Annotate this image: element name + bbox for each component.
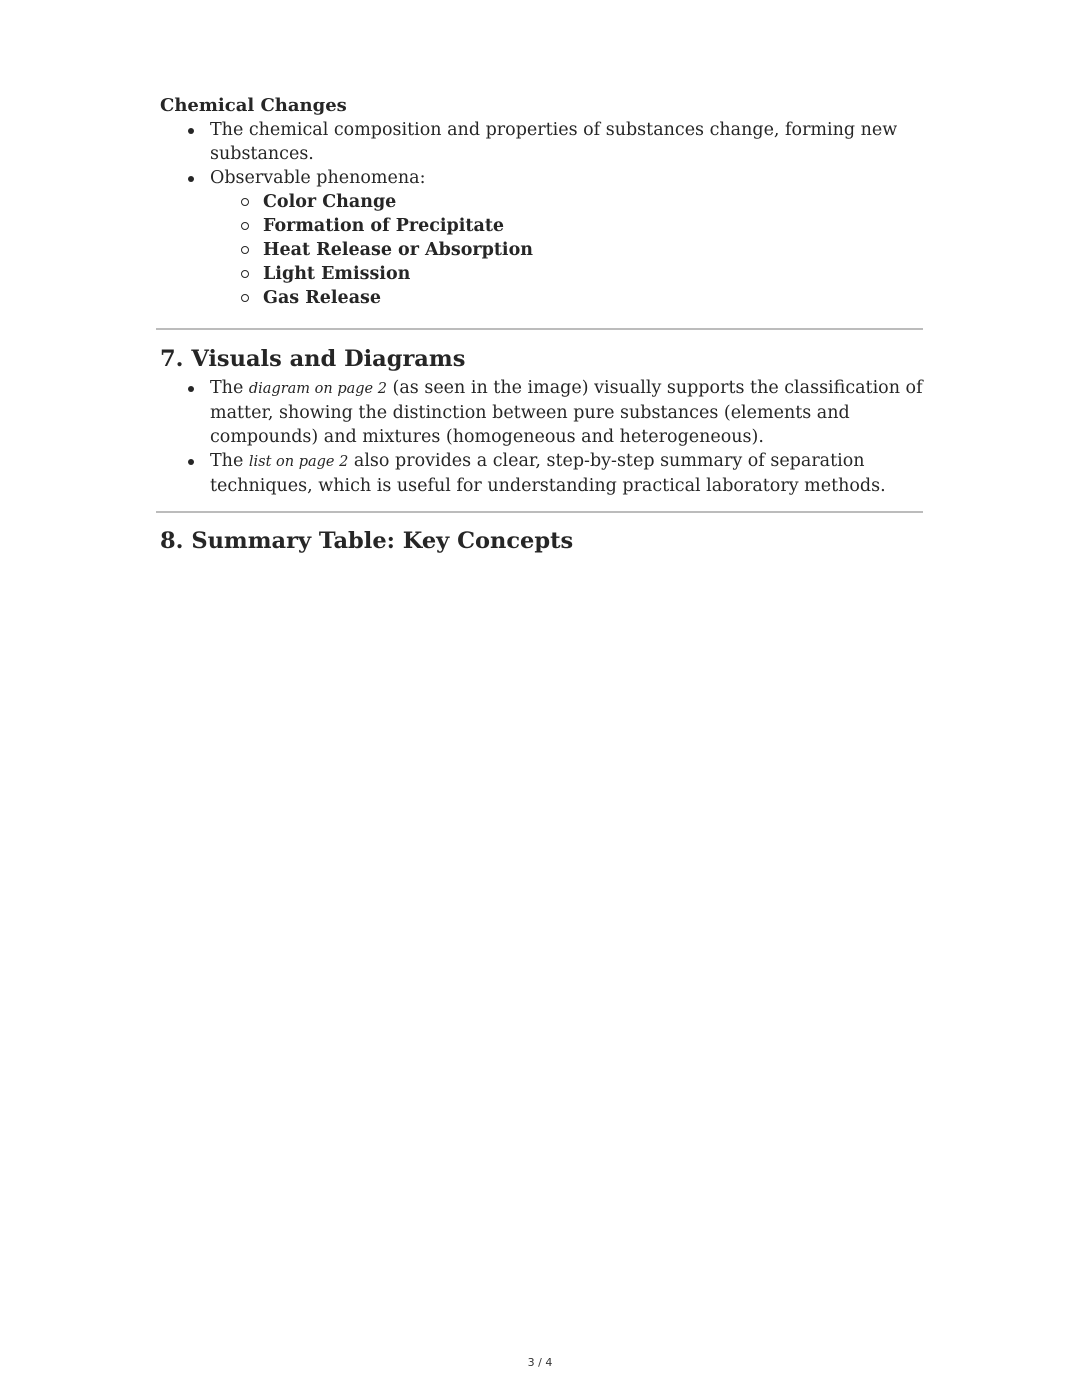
phenomenon-item: Heat Release or Absorption — [210, 238, 924, 262]
section-7-heading: 7. Visuals and Diagrams — [160, 346, 466, 372]
phenomenon-item: Color Change — [210, 190, 924, 214]
text-run: The — [210, 451, 249, 471]
page-number: 3 / 4 — [527, 1356, 553, 1369]
list-item-text: The chemical composition and properties of substances change, forming new substances. — [210, 120, 898, 164]
section-8-heading: 8. Summary Table: Key Concepts — [160, 528, 574, 554]
text-run: also provides a clear, step-by-step summary of separation techniques, which is useful for understanding practical laboratory methods. — [210, 451, 886, 496]
text-run: (as seen in the image) visually supports the classification of matter, showing the distinction between pure substances (elements and compounds) and mixtures (homogeneous and heterogeneous). — [210, 378, 923, 447]
list-item — [160, 166, 924, 310]
list-item-text: Observable phenomena: — [210, 168, 426, 188]
list-item — [160, 449, 924, 498]
list-item — [160, 118, 924, 166]
chemical-changes-block — [160, 94, 924, 310]
phenomenon-item: Gas Release — [210, 286, 924, 310]
list-item — [160, 376, 924, 449]
visuals-list — [160, 376, 924, 498]
phenomenon-item: Formation of Precipitate — [210, 214, 924, 238]
chemical-changes-list — [160, 118, 924, 310]
emphasis-text: diagram on page 2 — [248, 381, 387, 397]
text-run: The — [210, 378, 249, 398]
section-divider — [156, 328, 923, 330]
section-divider — [156, 511, 923, 513]
emphasis-text: list on page 2 — [248, 454, 349, 470]
chemical-changes-heading: Chemical Changes — [160, 95, 347, 116]
phenomenon-item: Light Emission — [210, 262, 924, 286]
phenomena-list — [210, 190, 924, 310]
